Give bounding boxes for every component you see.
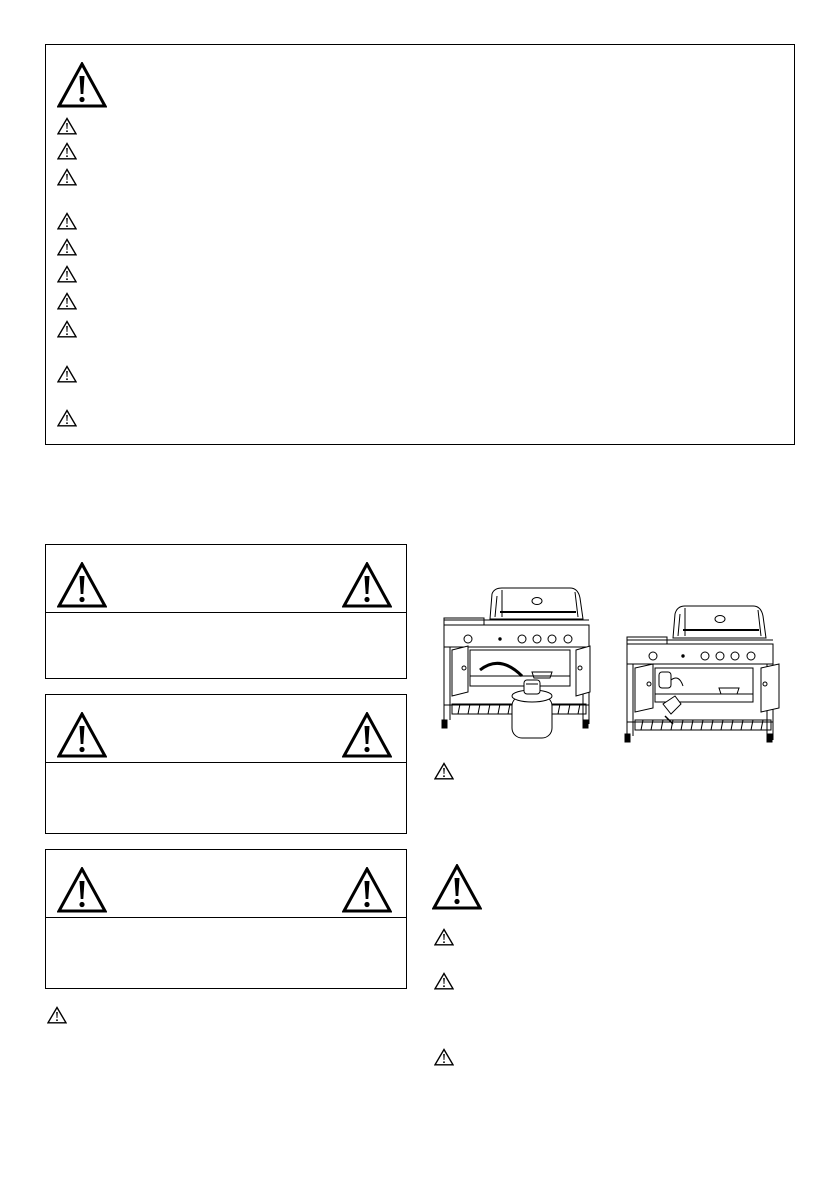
small-warning-triangle-icon (57, 117, 77, 135)
small-warning-triangle-icon (57, 409, 77, 427)
small-warning-triangle-icon (57, 365, 77, 383)
small-warning-triangle-icon (57, 212, 77, 230)
warning-triangle-icon (57, 62, 107, 108)
small-warning-triangle-icon (434, 972, 454, 990)
small-warning-triangle-icon (57, 320, 77, 338)
small-warning-triangle-icon (57, 142, 77, 160)
small-warning-triangle-icon (57, 265, 77, 283)
small-warning-triangle-icon (57, 292, 77, 310)
warning-triangle-icon (432, 864, 482, 910)
small-warning-triangle-icon (57, 168, 77, 186)
top-warning-box (45, 44, 795, 445)
grill-with-regulator-illustration (623, 604, 785, 744)
small-warning-triangle-icon (47, 1006, 67, 1024)
warning-panel (45, 544, 407, 679)
warning-triangle-icon (342, 562, 392, 608)
warning-panel (45, 849, 407, 989)
small-warning-triangle-icon (434, 1048, 454, 1066)
grill-with-gas-cylinder-illustration (440, 584, 600, 744)
small-warning-triangle-icon (434, 928, 454, 946)
small-warning-triangle-icon (57, 238, 77, 256)
panel-divider (46, 612, 406, 613)
small-warning-triangle-icon (434, 762, 454, 780)
warning-triangle-icon (342, 867, 392, 913)
warning-triangle-icon (57, 562, 107, 608)
warning-triangle-icon (342, 712, 392, 758)
panel-divider (46, 917, 406, 918)
panel-divider (46, 762, 406, 763)
warning-panel (45, 694, 407, 834)
warning-triangle-icon (57, 712, 107, 758)
warning-triangle-icon (57, 867, 107, 913)
